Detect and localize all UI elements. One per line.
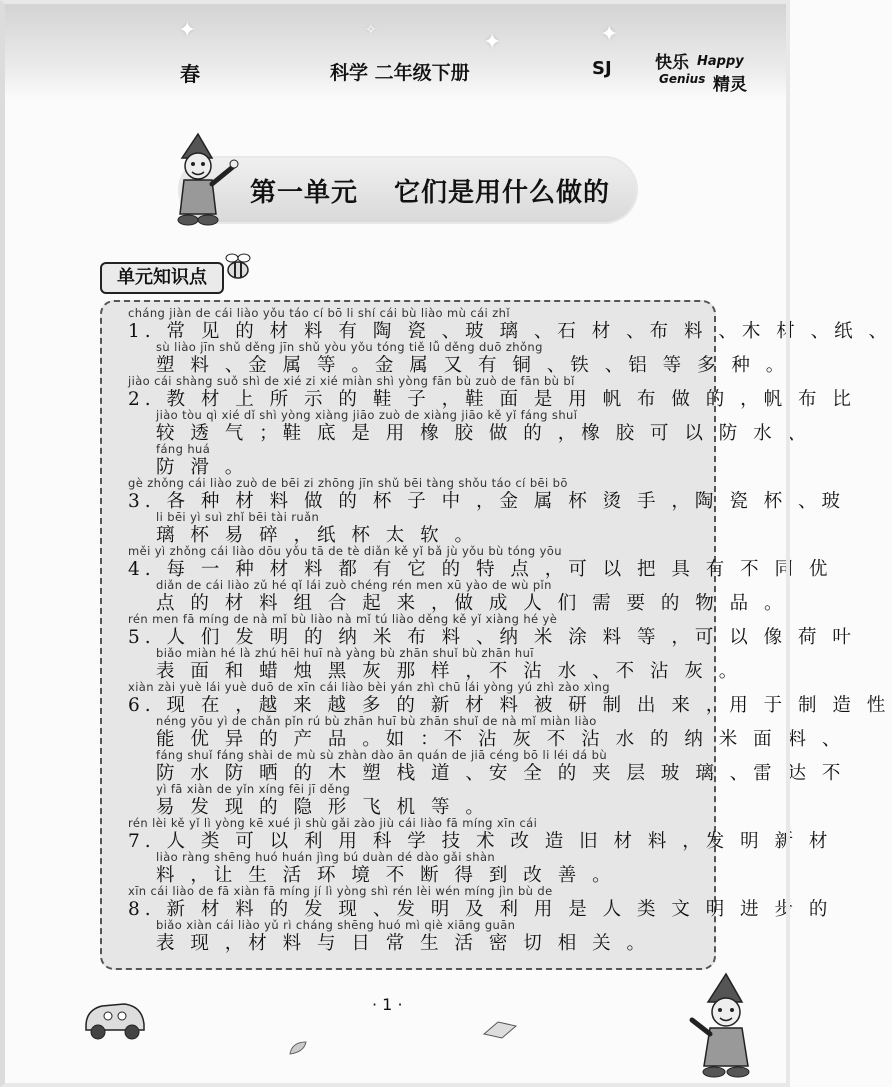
text-line: 表 现 ，材 料 与 日 常 生 活 密 切 相 关 。 xyxy=(156,933,650,954)
pinyin-line: rén lèi kě yǐ lì yòng kē xué jì shù gǎi zào jiù cái liào fā míng xīn cái xyxy=(128,816,538,830)
pinyin-line: rén men fā míng de nà mǐ bù liào nà mǐ tú liào děng kě yǐ xiàng hé yè xyxy=(128,612,558,626)
pinyin-line: gè zhǒng cái liào zuò de bēi zi zhōng jīn shǔ bēi tàng shǒu táo cí bēi bō xyxy=(128,476,568,490)
book-icon xyxy=(480,1016,520,1042)
text-line: 表 面 和 蜡 烛 黑 灰 那 样 ，不 沾 水 、不 沾 灰 。 xyxy=(156,661,743,682)
pinyin-line: diǎn de cái liào zǔ hé qǐ lái zuò chéng rén men xū yào de wù pǐn xyxy=(156,578,552,592)
text-line: 较 透 气 ；鞋 底 是 用 橡 胶 做 的 ，橡 胶 可 以 防 水 、 xyxy=(156,423,811,444)
sparkle-icon: ✦ xyxy=(483,30,502,55)
text-line: 1. 常 见 的 材 料 有 陶 瓷 、玻 璃 、石 材 、布 料 、木 材 、纸 、 xyxy=(128,321,892,342)
text-line: 塑 料 、金 属 等 。金 属 又 有 铜 、铁 、铝 等 多 种 。 xyxy=(156,355,790,376)
car-mascot-icon xyxy=(80,992,150,1042)
header-subject: 科学 二年级下册 xyxy=(330,62,470,84)
page-number: · 1 · xyxy=(372,995,403,1014)
text-line: 易 发 现 的 隐 形 飞 机 等 。 xyxy=(156,797,489,818)
text-line: 料 ，让 生 活 环 境 不 断 得 到 改 善 。 xyxy=(156,865,616,886)
text-line: 5. 人 们 发 明 的 纳 米 布 料 、纳 米 涂 料 等 ，可 以 像 荷 叶 xyxy=(128,627,856,648)
pinyin-line: měi yì zhǒng cái liào dōu yǒu tā de tè diǎn kě yǐ bǎ jù yǒu bù tóng yōu xyxy=(128,544,562,558)
dwarf-mascot-icon xyxy=(686,968,766,1078)
text-line: 防 滑 。 xyxy=(156,457,249,478)
pinyin-line: liào ràng shēng huó huán jìng bú duàn dé dào gǎi shàn xyxy=(156,850,496,864)
text-line: 2. 教 材 上 所 示 的 鞋 子 ，鞋 面 是 用 帆 布 做 的 ，帆 布 比 xyxy=(128,389,856,410)
dwarf-mascot-icon xyxy=(168,128,240,228)
unit-title xyxy=(250,172,610,209)
sparkle-icon: ✦ xyxy=(178,18,197,43)
pinyin-line: xiàn zài yuè lái yuè duō de xīn cái liào bèi yán zhì chū lái yòng yú zhì zào xìng xyxy=(128,680,610,694)
text-line: 4. 每 一 种 材 料 都 有 它 的 特 点 ，可 以 把 具 有 不 同 优 xyxy=(128,559,833,580)
text-line: 能 优 异 的 产 品 。如 ：不 沾 灰 不 沾 水 的 纳 米 面 料 、 xyxy=(156,729,846,750)
header-season: 春 xyxy=(180,62,200,86)
text-line: 璃 杯 易 碎 ，纸 杯 太 软 。 xyxy=(156,525,479,546)
pinyin-line: jiào tòu qì xié dǐ shì yòng xiàng jiāo zuò de xiàng jiāo kě yǐ fáng shuǐ xyxy=(156,408,578,422)
unit-name: 它们是用什么做的 xyxy=(394,178,611,208)
sparkle-icon: ✧ xyxy=(365,22,377,38)
pinyin-line: li bēi yì suì zhǐ bēi tài ruǎn xyxy=(156,510,320,524)
leaf-icon xyxy=(288,1040,308,1056)
pinyin-line: fáng shuǐ fáng shài de mù sù zhàn dào ān quán de jiā céng bō li léi dá bù xyxy=(156,748,608,762)
pinyin-line: cháng jiàn de cái liào yǒu táo cí bō li shí cái bù liào mù cái zhǐ xyxy=(128,306,510,320)
text-line: 6. 现 在 ，越 来 越 多 的 新 材 料 被 研 制 出 来 ，用 于 制 造 性 xyxy=(128,695,891,716)
pinyin-line: néng yōu yì de chǎn pǐn rú bù zhān huī bù zhān shuǐ de nà mǐ miàn liào xyxy=(156,714,597,728)
header-code: SJ xyxy=(592,58,612,79)
brand-logo: 快乐 Happy Genius 精灵 xyxy=(655,53,747,95)
section-label: 单元知识点 xyxy=(100,262,224,294)
pinyin-line: xīn cái liào de fā xiàn fā míng jí lì yòng shì rén lèi wén míng jìn bù de xyxy=(128,884,553,898)
pinyin-line: sù liào jīn shǔ děng jīn shǔ yòu yǒu tóng tiě lǚ děng duō zhǒng xyxy=(156,340,543,354)
text-line: 防 水 防 晒 的 木 塑 栈 道 、安 全 的 夹 层 玻 璃 、雷 达 不 xyxy=(156,763,846,784)
pinyin-line: biǎo xiàn cái liào yǔ rì cháng shēng huó mì qiè xiāng guān xyxy=(156,918,516,932)
bee-icon xyxy=(220,250,256,284)
pinyin-line: biǎo miàn hé là zhú hēi huī nà yàng bù zhān shuǐ bù zhān huī xyxy=(156,646,534,660)
text-line: 3. 各 种 材 料 做 的 杯 子 中 ，金 属 杯 烫 手 ，陶 瓷 杯 、玻 xyxy=(128,491,846,512)
sparkle-icon: ✦ xyxy=(600,22,619,47)
text-line: 8. 新 材 料 的 发 现 、发 明 及 利 用 是 人 类 文 明 进 步 的 xyxy=(128,899,833,920)
pinyin-line: jiào cái shàng suǒ shì de xié zi xié miàn shì yòng fān bù zuò de fān bù bǐ xyxy=(128,374,575,388)
pinyin-line: fáng huá xyxy=(156,442,211,456)
text-line: 7. 人 类 可 以 利 用 科 学 技 术 改 造 旧 材 料 ，发 明 新 材 xyxy=(128,831,833,852)
pinyin-line: yì fā xiàn de yǐn xíng fēi jī děng xyxy=(156,782,351,796)
text-line: 点 的 材 料 组 合 起 来 ，做 成 人 们 需 要 的 物 品 。 xyxy=(156,593,788,614)
unit-number: 第一单元 xyxy=(250,178,359,208)
